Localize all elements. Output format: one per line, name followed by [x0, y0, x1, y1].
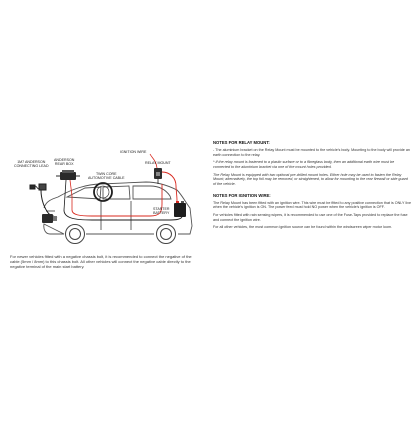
ignition-note-2: For vehicles fitted with rain sensing wipers, it is recommended to use one of the Fuse-Taps provided to replace the fuse and connect the ignition wire. — [213, 213, 408, 222]
rear-plug-icon — [42, 214, 57, 223]
label-ignition-wire: IGNITION WIRE — [120, 150, 147, 154]
starter-battery-icon — [174, 201, 186, 217]
label-starter-battery: STARTER BATTERY — [153, 207, 170, 216]
label-relay-mount: RELAY MOUNT — [145, 161, 171, 165]
relay-note-2: * If the relay mount is fastened to a plastic surface or to a fibreglass body, then an additional earth wire must be connected to the aluminium bracket via one of the mount holes provided. — [213, 160, 395, 169]
label-twin-core: TWIN CORE AUTOMOTIVE CABLE — [88, 172, 125, 181]
relay-mount-icon — [154, 168, 162, 184]
rear-box-wire-black — [64, 180, 66, 210]
relay-note-1: - The aluminium bracket on the Relay Mount must be mounted to the vehicle's body. Mounting to the body will provide an earth connection to the relay. — [213, 148, 410, 157]
main-cable-red — [72, 184, 162, 216]
label-rear-box: ANDERSON REAR BOX — [54, 158, 75, 167]
relay-notes-heading: NOTES FOR RELAY MOUNT: — [213, 140, 270, 145]
ignition-note-1: The Relay Mount has been fitted with an ignition wire. This wire must be fitted to any positive connection that is ONLY live when the vehicle's ignition is ON. The power feed must hold NO power when the vehicle's ignition is OFF. — [213, 200, 411, 210]
anderson-rear-box-icon — [56, 170, 80, 180]
relay-note-3: The Relay Mount is equipped with two optional pre-drilled mount holes. Either hole may be used to fasten the Relay Mount; alternatively, the top foil may be removed, or straightened, to allow for mounting to the rear firewall or side guard of the vehicle. — [213, 172, 408, 186]
ignition-note-3: For all other vehicles, the most common ignition source can be found within the windscreen wiper motor loom. — [213, 225, 393, 230]
installation-notes — [213, 140, 411, 233]
battery-positive-wire — [176, 186, 177, 201]
vehicle-outline — [44, 182, 192, 234]
relay-wire-red — [162, 172, 176, 186]
label-anderson-lead: 1M7 ANDERSON CONNECTING LEAD — [14, 160, 49, 169]
anderson-lead-cable — [41, 190, 57, 218]
anderson-connector-icon — [30, 184, 46, 190]
chassis-bolt-note — [10, 254, 196, 271]
ignition-notes-heading: NOTES FOR IGNITION WIRE: — [213, 192, 271, 198]
chassis-bolt-note-text: For newer vehicles fitted with a negative chassis bolt, it is recommended to connect the negative of the cable (5mm / 8mm) to this chassis bolt. All other vehicles will connect the negative cable directly to the negative terminal of the main start battery. — [10, 254, 192, 269]
